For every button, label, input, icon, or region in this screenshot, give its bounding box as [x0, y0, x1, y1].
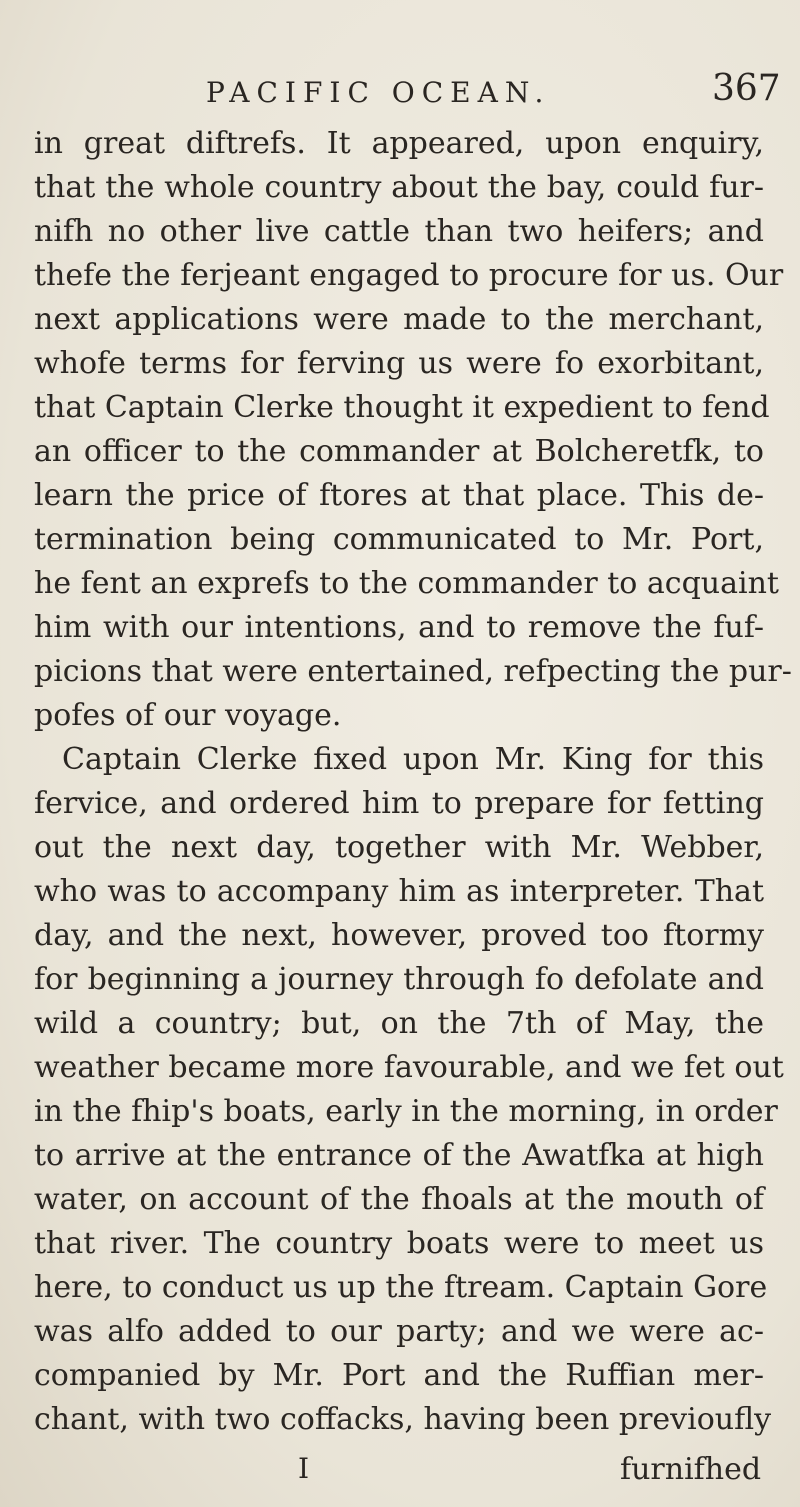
text-line: picions that were entertained, refpecting the pur-	[34, 654, 792, 689]
text-line: wild a country; but, on the 7th of May, the	[34, 1006, 764, 1041]
text-line: fervice, and ordered him to prepare for fetting	[34, 786, 764, 821]
text-line: for beginning a journey through fo defolate and	[34, 962, 764, 997]
text-line: nifh no other live cattle than two heifers; and	[34, 214, 764, 249]
text-line: out the next day, together with Mr. Webber,	[34, 830, 764, 865]
page-number: 367	[712, 68, 781, 109]
text-line: whofe terms for ferving us were fo exorbitant,	[34, 346, 764, 381]
text-line: pofes of our voyage.	[34, 698, 342, 733]
signature-mark: I	[298, 1452, 310, 1485]
text-line: him with our intentions, and to remove the fuf-	[34, 610, 764, 645]
text-line: Captain Clerke fixed upon Mr. King for this	[62, 742, 764, 777]
text-line: to arrive at the entrance of the Awatfka at high	[34, 1138, 764, 1173]
text-line: learn the price of ftores at that place. This de-	[34, 478, 764, 513]
running-head: PACIFIC OCEAN.	[206, 76, 551, 109]
text-line: next applications were made to the merchant,	[34, 302, 764, 337]
text-line: who was to accompany him as interpreter. That	[34, 874, 764, 909]
text-line: water, on account of the fhoals at the mouth of	[34, 1182, 764, 1217]
text-line: companied by Mr. Port and the Ruffian mer-	[34, 1358, 764, 1393]
text-line: weather became more favourable, and we fet out	[34, 1050, 784, 1085]
text-line: an officer to the commander at Bolcheretfk, to	[34, 434, 764, 469]
text-line: in the fhip's boats, early in the morning, in order	[34, 1094, 778, 1129]
page-footer	[0, 1452, 800, 1492]
text-line: was alfo added to our party; and we were ac-	[34, 1314, 764, 1349]
text-line: that river. The country boats were to meet us	[34, 1226, 764, 1261]
text-line: here, to conduct us up the ftream. Captain Gore	[34, 1270, 768, 1305]
text-line: he fent an exprefs to the commander to acquaint	[34, 566, 779, 601]
text-line: thefe the ferjeant engaged to procure for us. Our	[34, 258, 784, 293]
text-line: that Captain Clerke thought it expedient to fend	[34, 390, 770, 425]
page-header	[0, 68, 800, 116]
catchword: furnifhed	[620, 1452, 762, 1487]
text-line: in great diftrefs. It appeared, upon enquiry,	[34, 126, 764, 161]
text-line: day, and the next, however, proved too ftormy	[34, 918, 764, 953]
text-line: that the whole country about the bay, could fur-	[34, 170, 764, 205]
text-line: chant, with two coffacks, having been previoufly	[34, 1402, 772, 1437]
text-line: termination being communicated to Mr. Port,	[34, 522, 764, 557]
